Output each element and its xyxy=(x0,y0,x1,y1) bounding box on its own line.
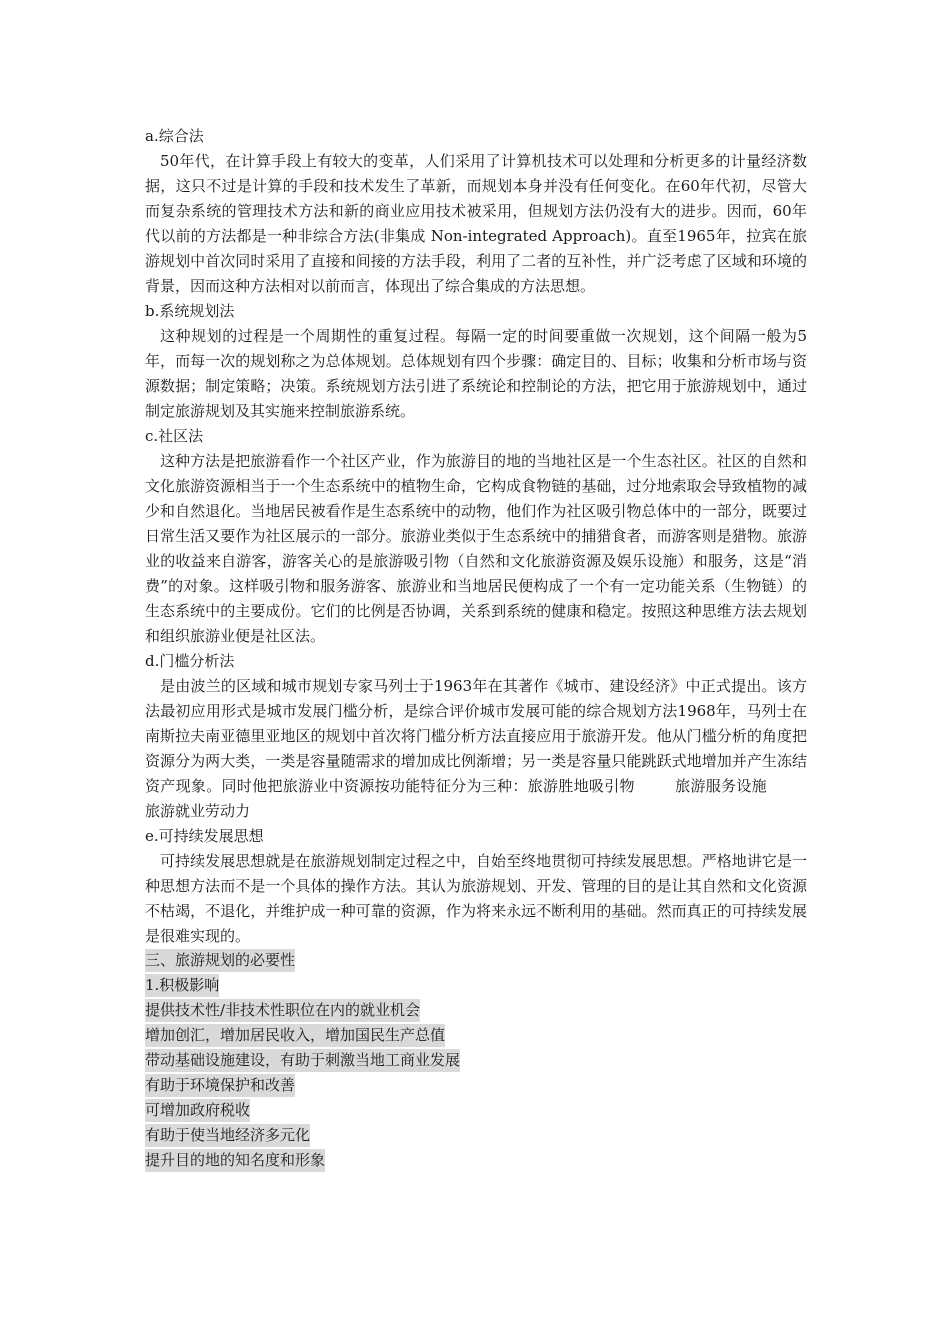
necessity-title-line xyxy=(145,949,807,974)
section-a-body: 50年代，在计算手段上有较大的变革，人们采用了计算机技术可以处理和分析更多的计量经济数据，这只不过是计算的手段和技术发生了革新，而规划本身并没有任何变化。在60年代初，尽管大而复杂系统的管理技术方法和新的商业应用技术被采用，但规划方法仍没有大的进步。因而，60年代以前的方法都是一种非综合方法(非集成 Non-integrated Approach)。直至1965年，拉宾在旅游规划中首次同时采用了直接和间接的方法手段，利用了二者的互补性，并广泛考虑了区域和环境的背景，因而这种方法相对以前而言，体现出了综合集成的方法思想。 xyxy=(145,152,807,295)
section-c-heading: c.社区法 xyxy=(145,427,204,445)
section-c-body: 这种方法是把旅游看作一个社区产业，作为旅游目的地的当地社区是一个生态社区。社区的自然和文化旅游资源相当于一个生态系统中的植物生命，它构成食物链的基础，过分地索取会导致植物的减少和自然退化。当地居民被看作是生态系统中的动物，他们作为社区吸引物总体中的一部分，既要过日常生活又要作为社区展示的一部分。旅游业类似于生态系统中的捕猎食者，而游客则是猎物。旅游业的收益来自游客，游客关心的是旅游吸引物（自然和文化旅游资源及娱乐设施）和服务，这是“消费”的对象。这样吸引物和服务游客、旅游业和当地居民便构成了一个有一定功能关系（生物链）的生态系统中的主要成份。它们的比例是否协调，关系到系统的健康和稳定。按照这种思维方法去规划和组织旅游业便是社区法。 xyxy=(145,452,807,645)
list-item xyxy=(145,1049,807,1074)
necessity-item-3: 带动基础设施建设，有助于刺激当地工商业发展 xyxy=(145,1049,460,1072)
list-item xyxy=(145,1124,807,1149)
section-b-heading: b.系统规划法 xyxy=(145,302,235,320)
necessity-subtitle-line xyxy=(145,974,807,999)
section-d-body xyxy=(145,674,807,824)
section-d-item-2: 旅游服务设施 xyxy=(674,777,767,795)
section-d-item-3: 旅游就业劳动力 xyxy=(145,802,251,820)
necessity-item-4: 有助于环境保护和改善 xyxy=(145,1074,295,1097)
section-a-heading: a.综合法 xyxy=(145,127,204,145)
section-e-body: 可持续发展思想就是在旅游规划制定过程之中，自始至终地贯彻可持续发展思想。严格地讲它是一种思想方法而不是一个具体的操作方法。其认为旅游规划、开发、管理的目的是让其自然和文化资源不枯竭，不退化，并维护成一种可靠的资源，作为将来永远不断利用的基础。然而真正的可持续发展是很难实现的。 xyxy=(145,852,807,945)
section-d-heading: d.门槛分析法 xyxy=(145,652,235,670)
document-content xyxy=(145,124,807,1174)
necessity-item-1: 提供技术性/非技术性职位在内的就业机会 xyxy=(145,999,420,1022)
list-item xyxy=(145,1024,807,1049)
list-item xyxy=(145,1099,807,1124)
necessity-item-2: 增加创汇，增加居民收入，增加国民生产总值 xyxy=(145,1024,445,1047)
necessity-item-6: 有助于使当地经济多元化 xyxy=(145,1124,310,1147)
section-e-heading: e.可持续发展思想 xyxy=(145,827,264,845)
section-b-body: 这种规划的过程是一个周期性的重复过程。每隔一定的时间要重做一次规划，这个间隔一般为5年，而每一次的规划称之为总体规划。总体规划有四个步骤：确定目的、目标；收集和分析市场与资源数据；制定策略；决策。系统规划方法引进了系统论和控制论的方法，把它用于旅游规划中，通过制定旅游规划及其实施来控制旅游系统。 xyxy=(145,327,807,420)
list-item xyxy=(145,1074,807,1099)
necessity-item-7: 提升目的地的知名度和形象 xyxy=(145,1149,325,1172)
list-item xyxy=(145,999,807,1024)
necessity-item-5: 可增加政府税收 xyxy=(145,1099,250,1122)
necessity-title: 三、旅游规划的必要性 xyxy=(145,949,295,972)
section-d-text: 是由波兰的区域和城市规划专家马列士于1963年在其著作《城市、建设经济》中正式提出。该方法最初应用形式是城市发展门槛分析，是综合评价城市发展可能的综合规划方法1968年，马列士在南斯拉夫南亚德里亚地区的规划中首次将门槛分析方法直接应用于旅游开发。他从门槛分析的角度把资源分为两大类，一类是容量随需求的增加成比例渐增；另一类是容量只能跳跃式地增加并产生冻结资产现象。同时他把旅游业中资源按功能特征分为三种：旅游胜地吸引物 xyxy=(145,677,807,795)
necessity-subtitle: 1.积极影响 xyxy=(145,974,219,997)
list-item xyxy=(145,1149,807,1174)
